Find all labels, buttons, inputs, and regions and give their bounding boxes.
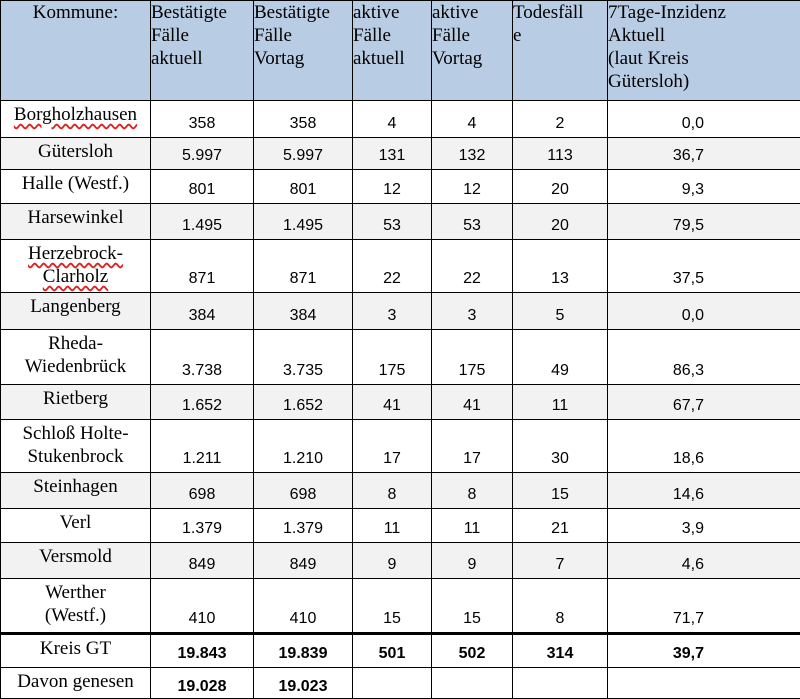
confirmed-previous: 849 — [254, 543, 353, 579]
incidence: 0,0 — [608, 101, 800, 138]
incidence: 67,7 — [608, 385, 800, 420]
empty-cell — [608, 668, 800, 699]
kommune-name: Herzebrock- Clarholz — [1, 240, 151, 293]
recovered-previous: 19.023 — [254, 668, 353, 699]
active-current: 8 — [353, 473, 432, 509]
active-current: 12 — [353, 170, 432, 204]
empty-cell — [513, 668, 608, 699]
deaths: 20 — [513, 204, 608, 240]
confirmed-current: 358 — [151, 101, 254, 138]
deaths: 113 — [513, 138, 608, 170]
confirmed-previous: 358 — [254, 101, 353, 138]
table-row — [1, 420, 800, 473]
header-confirmed-current: Bestätigte Fälle aktuell — [151, 1, 254, 101]
active-current: 41 — [353, 385, 432, 420]
deaths: 5 — [513, 293, 608, 330]
recovered-current: 19.028 — [151, 668, 254, 699]
confirmed-previous: 1.652 — [254, 385, 353, 420]
incidence: 9,3 — [608, 170, 800, 204]
active-previous: 4 — [432, 101, 513, 138]
incidence: 37,5 — [608, 240, 800, 293]
deaths: 314 — [513, 634, 608, 668]
confirmed-current: 801 — [151, 170, 254, 204]
table-row — [1, 330, 800, 385]
incidence: 79,5 — [608, 204, 800, 240]
active-previous: 41 — [432, 385, 513, 420]
kommune-name: Verl — [1, 509, 151, 543]
total-row — [1, 634, 800, 668]
active-current: 11 — [353, 509, 432, 543]
active-current: 501 — [353, 634, 432, 668]
active-previous: 12 — [432, 170, 513, 204]
header-row — [1, 1, 800, 101]
kommune-name: Rietberg — [1, 385, 151, 420]
active-previous: 175 — [432, 330, 513, 385]
active-previous: 22 — [432, 240, 513, 293]
confirmed-current: 384 — [151, 293, 254, 330]
deaths: 8 — [513, 579, 608, 634]
kommune-name: Versmold — [1, 543, 151, 579]
kommune-name: Werther (Westf.) — [1, 579, 151, 634]
deaths: 20 — [513, 170, 608, 204]
kommune-name: Borgholzhausen — [1, 101, 151, 138]
table-row — [1, 385, 800, 420]
incidence: 0,0 — [608, 293, 800, 330]
active-current: 175 — [353, 330, 432, 385]
confirmed-previous: 384 — [254, 293, 353, 330]
deaths: 21 — [513, 509, 608, 543]
active-previous: 3 — [432, 293, 513, 330]
confirmed-current: 19.843 — [151, 634, 254, 668]
incidence: 71,7 — [608, 579, 800, 634]
confirmed-previous: 1.379 — [254, 509, 353, 543]
active-previous: 8 — [432, 473, 513, 509]
deaths: 15 — [513, 473, 608, 509]
table-row — [1, 473, 800, 509]
incidence: 86,3 — [608, 330, 800, 385]
deaths: 13 — [513, 240, 608, 293]
confirmed-current: 410 — [151, 579, 254, 634]
header-incidence: 7Tage-Inzidenz Aktuell (laut Kreis Gütersloh) — [608, 1, 800, 101]
table-row — [1, 170, 800, 204]
confirmed-current: 871 — [151, 240, 254, 293]
deaths: 30 — [513, 420, 608, 473]
confirmed-previous: 19.839 — [254, 634, 353, 668]
kommune-name: Halle (Westf.) — [1, 170, 151, 204]
incidence: 14,6 — [608, 473, 800, 509]
active-previous: 9 — [432, 543, 513, 579]
active-current: 53 — [353, 204, 432, 240]
table-row — [1, 509, 800, 543]
header-active-previous: aktive Fälle Vortag — [432, 1, 513, 101]
table-row — [1, 204, 800, 240]
incidence: 4,6 — [608, 543, 800, 579]
deaths: 7 — [513, 543, 608, 579]
incidence: 3,9 — [608, 509, 800, 543]
active-previous: 15 — [432, 579, 513, 634]
active-current: 3 — [353, 293, 432, 330]
header-active-current: aktive Fälle aktuell — [353, 1, 432, 101]
header-confirmed-previous: Bestätigte Fälle Vortag — [254, 1, 353, 101]
kommune-name: Schloß Holte- Stukenbrock — [1, 420, 151, 473]
total-label: Kreis GT — [1, 634, 151, 668]
active-previous: 502 — [432, 634, 513, 668]
table-row — [1, 138, 800, 170]
active-current: 17 — [353, 420, 432, 473]
incidence: 36,7 — [608, 138, 800, 170]
confirmed-previous: 410 — [254, 579, 353, 634]
empty-cell — [432, 668, 513, 699]
header-deaths: Todesfäll e — [513, 1, 608, 101]
kommune-name: Harsewinkel — [1, 204, 151, 240]
active-previous: 11 — [432, 509, 513, 543]
active-current: 131 — [353, 138, 432, 170]
confirmed-previous: 871 — [254, 240, 353, 293]
active-current: 9 — [353, 543, 432, 579]
deaths: 11 — [513, 385, 608, 420]
active-previous: 132 — [432, 138, 513, 170]
active-current: 22 — [353, 240, 432, 293]
table-row — [1, 579, 800, 634]
confirmed-previous: 1.210 — [254, 420, 353, 473]
active-previous: 53 — [432, 204, 513, 240]
confirmed-previous: 5.997 — [254, 138, 353, 170]
active-current: 4 — [353, 101, 432, 138]
confirmed-current: 1.652 — [151, 385, 254, 420]
confirmed-current: 849 — [151, 543, 254, 579]
confirmed-current: 1.379 — [151, 509, 254, 543]
header-kommune: Kommune: — [1, 1, 151, 101]
deaths: 49 — [513, 330, 608, 385]
confirmed-previous: 801 — [254, 170, 353, 204]
kommune-name: Rheda- Wiedenbrück — [1, 330, 151, 385]
table-row — [1, 543, 800, 579]
confirmed-previous: 1.495 — [254, 204, 353, 240]
deaths: 2 — [513, 101, 608, 138]
confirmed-current: 1.495 — [151, 204, 254, 240]
recovered-row — [1, 668, 800, 699]
recovered-label: Davon genesen — [1, 668, 151, 699]
incidence: 39,7 — [608, 634, 800, 668]
kommune-name: Gütersloh — [1, 138, 151, 170]
active-current: 15 — [353, 579, 432, 634]
confirmed-current: 5.997 — [151, 138, 254, 170]
table-row — [1, 101, 800, 138]
kommune-name: Langenberg — [1, 293, 151, 330]
active-previous: 17 — [432, 420, 513, 473]
confirmed-current: 698 — [151, 473, 254, 509]
table-row — [1, 240, 800, 293]
confirmed-current: 3.738 — [151, 330, 254, 385]
kommune-name: Steinhagen — [1, 473, 151, 509]
empty-cell — [353, 668, 432, 699]
confirmed-previous: 698 — [254, 473, 353, 509]
incidence: 18,6 — [608, 420, 800, 473]
table-row — [1, 293, 800, 330]
confirmed-current: 1.211 — [151, 420, 254, 473]
confirmed-previous: 3.735 — [254, 330, 353, 385]
